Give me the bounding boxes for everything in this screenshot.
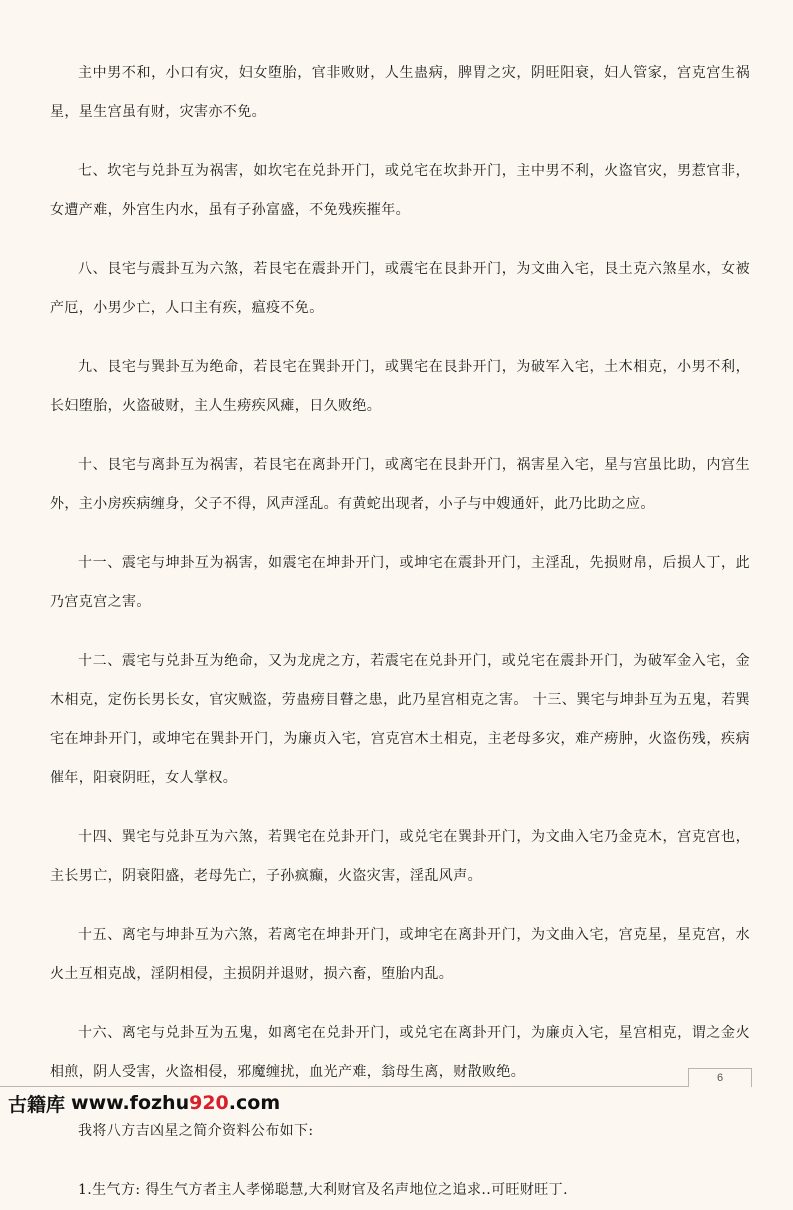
brand-url-tld: .com	[228, 1092, 281, 1114]
paragraph-4: 九、艮宅与巽卦互为绝命，若艮宅在巽卦开门，或巽宅在艮卦开门，为破军入宅，土木相克，小男不利，长妇堕胎，火盗破财，主人生痨疾风瘫，日久败绝。	[50, 359, 750, 414]
brand-name: 古籍库	[8, 1093, 66, 1116]
paragraph-10: 十六、离宅与兑卦互为五鬼，如离宅在兑卦开门，或兑宅在离卦开门，为廉贞入宅，星宫相克，谓之金火相煎，阴人受害，火盗相侵，邪魔缠扰，血光产难，翁母生离，财散败绝。	[50, 1025, 750, 1080]
paragraph-3: 八、艮宅与震卦互为六煞，若艮宅在震卦开门，或震宅在艮卦开门，为文曲入宅，艮土克六煞星水，女被产厄，小男少亡，人口主有疾，瘟疫不免。	[50, 261, 750, 316]
paragraph-5: 十、艮宅与离卦互为祸害，若艮宅在离卦开门，或离宅在艮卦开门，祸害星入宅，星与宫虽比助，内宫生外，主小房疾病缠身，父子不得，风声淫乱。有黄蛇出现者，小子与中嫂通奸，此乃比助之应。	[50, 457, 750, 512]
paragraph-8: 十四、巽宅与兑卦互为六煞，若巽宅在兑卦开门，或兑宅在巽卦开门，为文曲入宅乃金克木，宫克宫也，主长男亡，阴衰阳盛，老母先亡，子孙疯癫，火盗灾害，淫乱风声。	[50, 829, 750, 884]
document-body	[50, 54, 750, 1210]
watermark-brand	[8, 1090, 280, 1116]
paragraph-2: 七、坎宅与兑卦互为祸害，如坎宅在兑卦开门，或兑宅在坎卦开门，主中男不利，火盗官灾，男惹官非，女遭产难，外宫生内水，虽有子孙富盛，不免残疾摧年。	[50, 163, 750, 218]
brand-url[interactable]	[71, 1092, 280, 1114]
paragraph-11: 我将八方吉凶星之简介资料公布如下:	[78, 1123, 314, 1139]
footer-rule	[0, 1086, 700, 1087]
paragraph-9: 十五、离宅与坤卦互为六煞，若离宅在坤卦开门，或坤宅在离卦开门，为文曲入宅，宫克星，星克宫，水火土互相克战，淫阴相侵，主损阴并退财，损六畜，堕胎内乱。	[50, 927, 750, 982]
paragraph-6: 十一、震宅与坤卦互为祸害，如震宅在坤卦开门，或坤宅在震卦开门，主淫乱，先损财帛，后损人丁，此乃宫克宫之害。	[50, 555, 750, 610]
paragraph-1: 主中男不和，小口有灾，妇女堕胎，官非败财，人生蛊病，脾胃之灾，阴旺阳衰，妇人管家，宫克宫生祸星，星生宫虽有财，灾害亦不免。	[50, 65, 750, 120]
brand-url-host: www.fozhu	[71, 1092, 190, 1114]
page-number: 6	[688, 1068, 752, 1087]
paragraph-7: 十二、震宅与兑卦互为绝命，又为龙虎之方，若震宅在兑卦开门，或兑宅在震卦开门，为破军金入宅，金木相克，定伤长男长女，官灾贼盗，劳蛊痨目瞽之患，此乃星宫相克之害。 十三、巽宅与坤卦互为五鬼，若巽宅在坤卦开门，或坤宅在巽卦开门，为廉贞入宅，宫克宫木土相克，主老母多灾，难产痨肿，火盗伤残，疾病催年，阳衰阴旺，女人掌权。	[50, 653, 750, 786]
brand-url-number: 920	[189, 1092, 229, 1114]
paragraph-12: 1.生气方: 得生气方者主人孝悌聪慧,大利财官及名声地位之追求..可旺财旺丁.	[78, 1182, 568, 1198]
